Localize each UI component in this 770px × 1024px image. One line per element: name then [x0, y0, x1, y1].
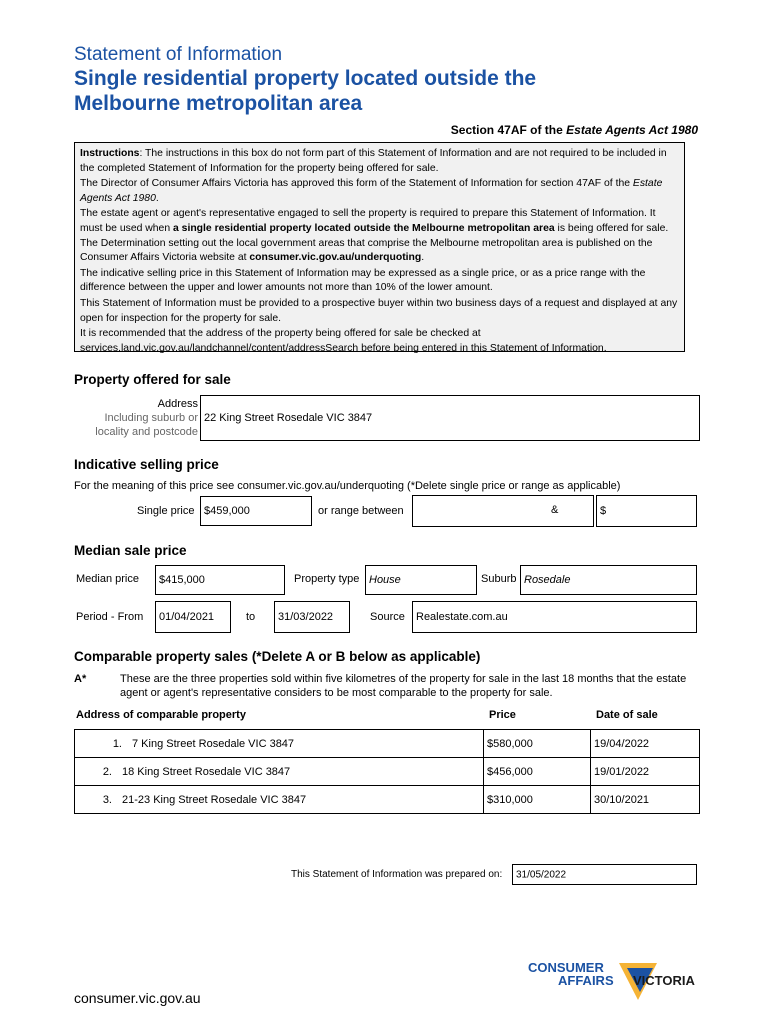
option-a-marker: A* [74, 673, 87, 685]
range-high-field[interactable] [596, 495, 697, 527]
address-field[interactable] [200, 395, 700, 441]
logo-consumer: CONSUMER [528, 960, 604, 975]
range-low-field[interactable] [412, 495, 594, 527]
instructions-p3 [80, 207, 679, 265]
single-price-label: Single price [137, 505, 195, 517]
median-price-value: $415,000 [159, 574, 205, 586]
source-label: Source [370, 611, 405, 623]
comparable-table [74, 729, 700, 814]
source-value: Realestate.com.au [416, 611, 508, 623]
property-heading: Property offered for sale [74, 372, 231, 387]
suburb-field[interactable] [520, 565, 697, 595]
address-label-line1: Address [157, 398, 198, 410]
instructions-p1 [80, 147, 679, 176]
price-cell[interactable]: $456,000 [484, 758, 591, 786]
section-reference [402, 123, 698, 137]
range-ampersand: & [551, 504, 559, 516]
source-field[interactable] [412, 601, 697, 633]
range-label: or range between [318, 505, 404, 517]
address-cell[interactable] [75, 758, 484, 786]
instructions-p3-bold: a single residential property located outside the Melbourne metropolitan area [173, 222, 555, 234]
row-number: 1. [112, 737, 122, 750]
instructions-p4: The indicative selling price in this Statement of Information may be expressed as a single price, or as a price range with the difference between the upper and lower amounts not more than 10% of the lower amount. [80, 267, 646, 294]
col-price-header: Price [489, 709, 516, 721]
title-line-2: Melbourne metropolitan area [74, 92, 363, 115]
col-date-header: Date of sale [596, 709, 658, 721]
address-value: 22 King Street Rosedale VIC 3847 [204, 412, 373, 424]
price-cell[interactable]: $310,000 [484, 786, 591, 814]
date-cell[interactable]: 19/04/2022 [591, 730, 700, 758]
instructions-box [74, 142, 685, 352]
address-cell[interactable] [75, 786, 484, 814]
address-label-line3: locality and postcode [95, 426, 198, 438]
single-price-value: $459,000 [204, 505, 250, 517]
consumer-affairs-victoria-logo [527, 960, 702, 1006]
date-cell[interactable]: 19/01/2022 [591, 758, 700, 786]
range-high-value: $ [600, 505, 607, 517]
row-address: 18 King Street Rosedale VIC 3847 [122, 765, 291, 778]
address-label [74, 397, 198, 439]
row-address: 21-23 King Street Rosedale VIC 3847 [122, 793, 307, 806]
instructions-p3-end: . [421, 252, 425, 264]
col-address-header: Address of comparable property [76, 709, 246, 721]
logo-affairs: AFFAIRS [558, 973, 614, 988]
property-type-field[interactable] [365, 565, 477, 595]
instructions-label: Instructions [80, 148, 140, 159]
section-act: Estate Agents Act 1980 [566, 123, 698, 137]
suburb-label: Suburb [481, 573, 517, 585]
table-row [75, 758, 700, 786]
prepared-label: This Statement of Information was prepared on: [291, 869, 503, 880]
median-heading: Median sale price [74, 543, 187, 558]
instructions-p2-text: The Director of Consumer Affairs Victoria has approved this form of the Statement of Information for section 47AF of the [80, 178, 633, 190]
logo-victoria: VICTORIA [633, 973, 695, 988]
footer-url[interactable]: consumer.vic.gov.au [74, 990, 201, 1006]
instructions-p3-text-a: The estate agent or agent's representative engaged to sell the property is required to prepare this Statement of Information. It must be used when [80, 208, 656, 234]
period-from-value: 01/04/2021 [159, 611, 215, 623]
price-cell[interactable]: $580,000 [484, 730, 591, 758]
instructions-p6: It is recommended that the address of the property being offered for sale be checked at services.land.vic.gov.au/landchannel/content/addressSearch before being entered in this Statement of Information. [80, 328, 607, 354]
instructions-p2 [80, 177, 679, 206]
table-row [75, 730, 700, 758]
address-cell[interactable] [75, 730, 484, 758]
median-price-label: Median price [76, 573, 139, 585]
comparable-description: These are the three properties sold within five kilometres of the property for sale in the last 18 months that the estate agent or agent's representative considers to be most comparable to the property for sale. [120, 673, 687, 699]
instructions-p5: This Statement of Information must be provided to a prospective buyer within two business days of a request and displayed at any open for inspection for the property for sale. [80, 297, 678, 324]
underquoting-link[interactable]: consumer.vic.gov.au/underquoting [249, 252, 422, 264]
suburb-value: Rosedale [524, 574, 571, 586]
prepared-date-value: 31/05/2022 [516, 869, 567, 880]
document-subtitle: Statement of Information [74, 44, 283, 65]
section-prefix: Section 47AF of the [450, 123, 567, 137]
instructions-p1-text: : The instructions in this box do not form part of this Statement of Information and are not required to be included in the completed Statement of Information for the property being offered for sale. [80, 148, 667, 174]
instructions-p2-end: . [155, 192, 159, 204]
prepared-date-field[interactable] [512, 864, 697, 885]
indicative-note: For the meaning of this price see consumer.vic.gov.au/underquoting (*Delete single price or range as applicable) [74, 480, 621, 492]
property-type-value: House [369, 574, 401, 586]
period-to-field[interactable] [274, 601, 350, 633]
period-to-value: 31/03/2022 [278, 611, 334, 623]
period-from-field[interactable] [155, 601, 231, 633]
document-title [74, 66, 694, 116]
comparable-heading: Comparable property sales (*Delete A or B below as applicable) [74, 649, 481, 664]
median-price-field[interactable] [155, 565, 285, 595]
instructions-p3-text-b: is being offered for sale. The Determination setting out the local government areas that comprise the Melbourne metropolitan area is published on the Consumer Affairs Victoria website at [80, 222, 669, 264]
row-address: 7 King Street Rosedale VIC 3847 [132, 737, 295, 750]
table-row [75, 786, 700, 814]
period-from-label: Period - From [76, 611, 144, 623]
row-number: 3. [102, 793, 112, 806]
title-line-1: Single residential property located outside the [74, 67, 537, 90]
date-cell[interactable]: 30/10/2021 [591, 786, 700, 814]
single-price-field[interactable] [200, 496, 312, 526]
row-number: 2. [102, 765, 112, 778]
period-to-label: to [246, 611, 256, 623]
indicative-heading: Indicative selling price [74, 457, 219, 472]
property-type-label: Property type [294, 573, 360, 585]
instructions-p2-act: Estate Agents Act 1980 [80, 178, 663, 204]
address-label-line2: Including suburb or [104, 412, 198, 424]
